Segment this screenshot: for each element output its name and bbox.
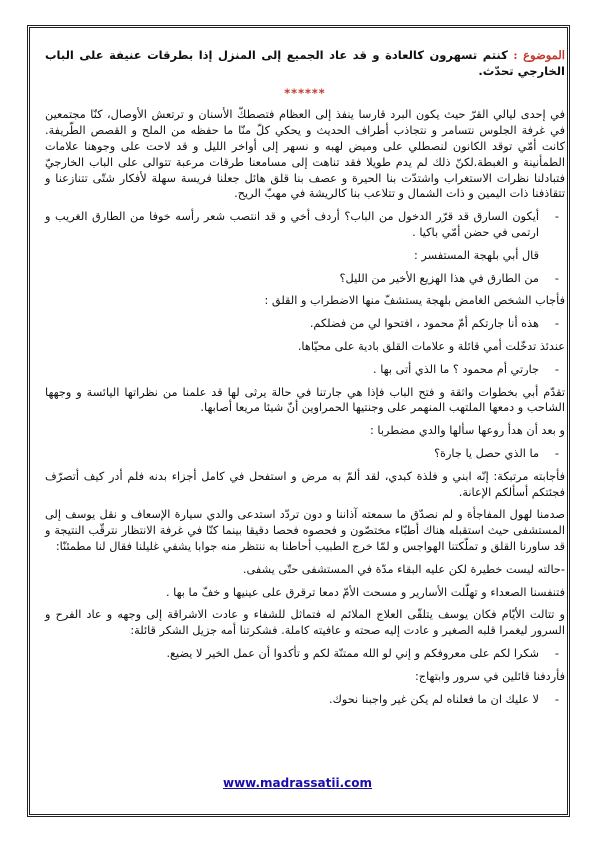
dialogue-line: - هذه أنا جارتكم أمّ محمود ، افتحوا لي من فضلكم. (45, 316, 565, 332)
paragraph: صدمنا لهول المفاجأة و لم نصدّق ما سمعته آذاننا و دون تردّد استدعى والدي سيارة الإسعاف و نقل يوسف إلى المستشفى حيث استقبله هناك أطبّاء مختصّون و فحصوه فحصا دقيقا بينما كنّا في غرفة الانتظار نترقّب النتيجة و قد ساورنا القلق و تملّكتنا الهواجس و لمّا خرج الطبيب أحاطنا به ننتظر منه جوابا يشفي غليلنا فقال لنا مطمئنّا: (45, 508, 565, 553)
website-link[interactable]: www.madrassatii.com (222, 776, 373, 790)
dialogue-line: - ما الذي حصل يا جارة؟ (45, 446, 565, 462)
dialogue-line: - من الطارق في هذا الهزيع الأخير من الليل؟ (45, 271, 565, 287)
paragraph: في إحدى ليالي القرّ حيث يكون البرد قارسا ينفذ إلى العظام فتصطكّ الأسنان و ترتعش الأوصال، كنّا مجتمعين في غرفة الجلوس نتسامر و نتجاذب أطراف الحديث و يحكي كلّ منّا ما حفظه من الملح و القصص الطّريفة. كانت أمّي توقد الكانون لنصطلي على وميض لهبه و نسهر إلى أواخر الليل و قد لاحت على وجوهنا علامات الطمأنينة و الغبطة.لكنّ ذلك لم يدم طويلا فقد تناهت إلى مسامعنا طرقات مرعبة تتوالى على الباب الخارجيّ فتبادلنا نظرات الاستغراب واشتدّت بنا الحيرة و عصف بنا قلق هائل جعلنا فريسة سهلة لأفكار شتّى تتنازعنا و تتقاذفنا ذات اليمين و ذات الشمال و تتلاعب بنا كالريشة في مهبّ الريح. (45, 108, 565, 201)
paragraph: و بعد أن هدأ روعها سألها والدي مضطربا : (369, 424, 565, 438)
dialogue-line: - جارتي أم محمود ؟ ما الذي أتى بها . (45, 362, 565, 378)
paragraph: عندئذ تدخّلت أمي قائلة و علامات القلق بادية على محيّاها. (297, 339, 565, 353)
paragraph: تقدّم أبي بخطوات واثقة و فتح الباب فإذا هي جارتنا في حالة يرثى لها قد علمنا من نظراتها اليائسة و وجهها الشاحب و دمعها الملتهب المنهمر على وجنتيها الحمراوين أنّ شيئا مريعا أصابها. (45, 385, 565, 415)
topic-line (45, 48, 565, 80)
dialogue-line: - شكرا لكم على معروفكم و إني لو الله ممتنّة لكم و تأكدوا أن عمل الخير لا يضيع. (45, 646, 565, 662)
paragraph: فأردفنا قائلين في سرور وابتهاج: (415, 669, 565, 683)
paragraph: فتنفسنا الصعداء و تهلّلت الأسارير و مسحت الأمّ دمعا ترقرق على عينيها و خفّ ما بها . (165, 585, 565, 599)
paragraph: فأجاب الشخص الغامض بلهجة يستشفّ منها الاضطراب و القلق : (264, 294, 565, 308)
paragraph: -حالته ليست خطيرة لكن عليه البقاء مدّة في المستشفى حتّى يشفى. (242, 562, 565, 576)
document-content (45, 48, 565, 714)
paragraph: فأجابته مرتبكة: إنّه ابني و فلذة كبدي، لقد ألمّ به مرض و استفحل في كامل أجزاء بدنه فلم أدر كيف أتصرّف فجئتكم أسألكم الإعانة. (45, 469, 565, 499)
stars-divider: ****** (284, 86, 326, 100)
story-body (45, 107, 565, 707)
footer (0, 776, 595, 790)
dialogue-line: - أيكون السارق قد قرّر الدخول من الباب؟ أردف أخي و قد انتصب شعر رأسه خوفا من الطارق الغريب و ارتمى في حضن أمّي باكيا . (45, 209, 565, 241)
topic-label: الموضوع : (513, 48, 565, 62)
topic-text: كنتم تسهرون كالعادة و قد عاد الجميع إلى المنزل إذا بطرقات عنيفة على الباب الخارجي تحدّث. (45, 48, 565, 78)
paragraph: و تتالت الأيّام فكان يوسف يتلقّى العلاج الملائم له فتماثل للشفاء و عادت الاشراقة إلى وجهه و عاد الفرح و السرور ليغمرا قلبه الصغير و عادت إليه صحته و عافيته كاملة. فشكرتنا أمه جزيل الشكر قائلة: (45, 608, 565, 638)
narration-line: قال أبي بلهجة المستفسر : (414, 248, 539, 262)
dialogue-line: - لا عليك ان ما فعلناه لم يكن غير واجبنا نحوك. (45, 692, 565, 708)
